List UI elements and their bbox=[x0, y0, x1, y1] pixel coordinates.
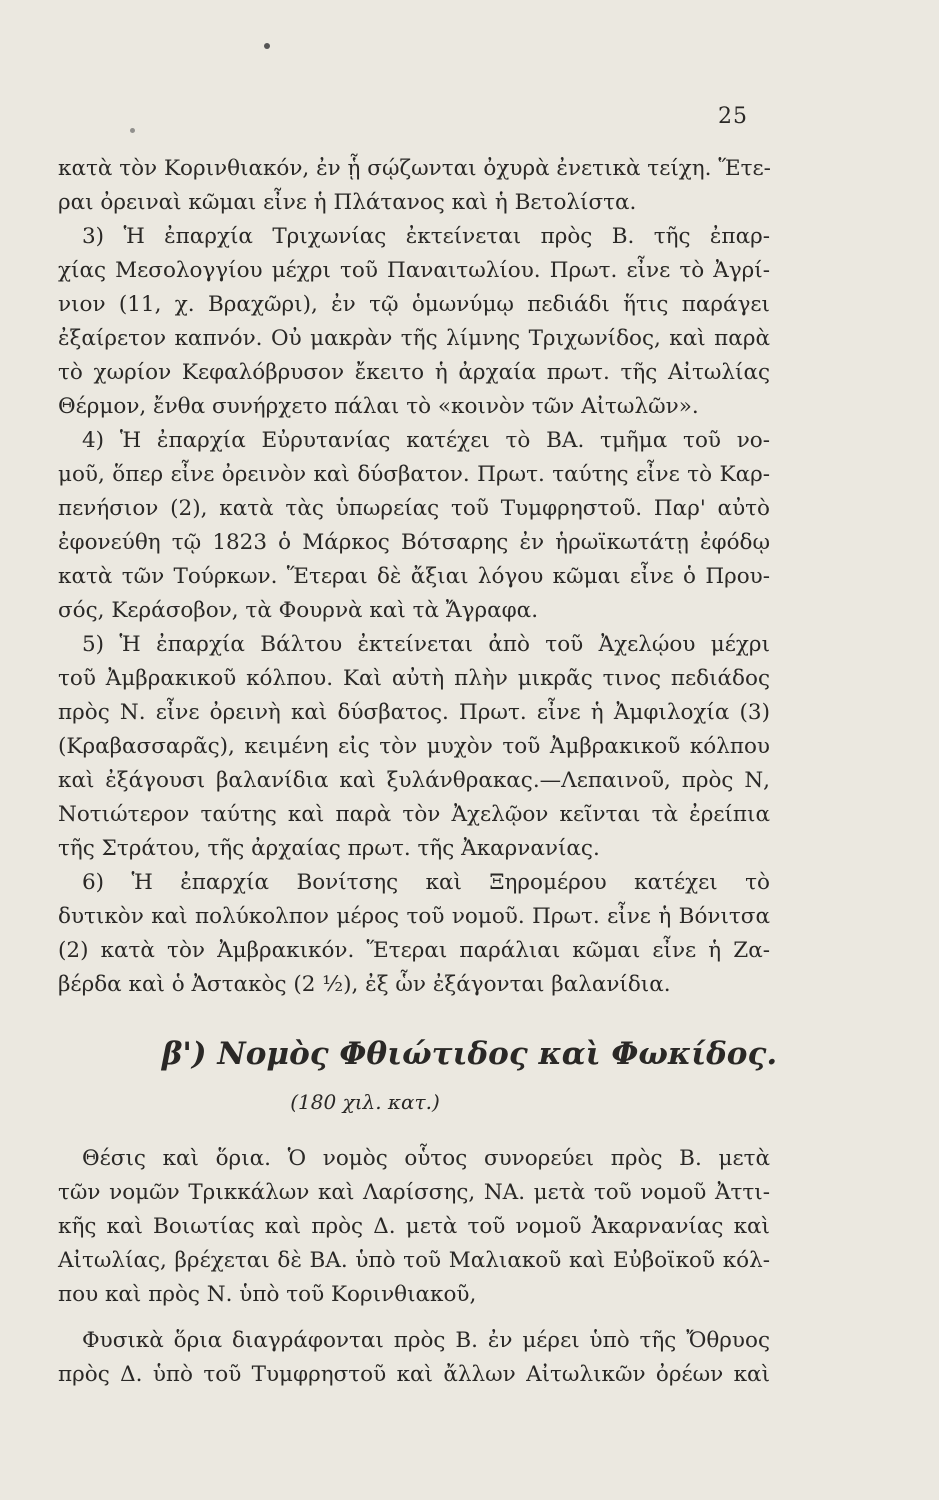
text-line: (Κραβασσαρᾶς), κειμένη εἰς τὸν μυχὸν τοῦ Ἀμβρακικοῦ κόλπου bbox=[58, 734, 770, 759]
section-heading: β') Νομὸς Φθιώτιδος καὶ Φωκίδος. bbox=[161, 1036, 778, 1072]
ink-spot bbox=[130, 128, 135, 133]
text-line: Αἰτωλίας, βρέχεται δὲ ΒΑ. ὑπὸ τοῦ Μαλιακοῦ καὶ Εὐβοϊκοῦ κόλ- bbox=[58, 1248, 770, 1273]
text-line: (2) κατὰ τὸν Ἀμβρακικόν. Ἕτεραι παράλιαι κῶμαι εἶνε ἡ Ζα- bbox=[58, 938, 770, 963]
text-line: καὶ ἐξάγουσι βαλανίδια καὶ ξυλάνθρακας.—Λεπαινοῦ, πρὸς Ν, bbox=[58, 768, 770, 793]
text-line: κατὰ τῶν Τούρκων. Ἕτεραι δὲ ἄξιαι λόγου κῶμαι εἶνε ὁ Πρου- bbox=[58, 564, 770, 589]
text-line: δυτικὸν καὶ πολύκολπον μέρος τοῦ νομοῦ. Πρωτ. εἶνε ἡ Βόνιτσα bbox=[58, 904, 770, 929]
page-number: 25 bbox=[718, 104, 748, 129]
text-line: 5) Ἡ ἐπαρχία Βάλτου ἐκτείνεται ἀπὸ τοῦ Ἀχελῴου μέχρι bbox=[82, 632, 770, 657]
text-line: σός, Κεράσοβον, τὰ Φουρνὰ καὶ τὰ Ἄγραφα. bbox=[58, 598, 539, 623]
text-line: ραι ὀρειναὶ κῶμαι εἶνε ἡ Πλάτανος καὶ ἡ Βετολίστα. bbox=[58, 190, 637, 215]
text-line: πενήσιον (2), κατὰ τὰς ὑπωρείας τοῦ Τυμφρηστοῦ. Παρ' αὐτὸ bbox=[58, 496, 770, 521]
text-line: Νοτιώτερον ταύτης καὶ παρὰ τὸν Ἀχελῷον κεῖνται τὰ ἐρείπια bbox=[58, 802, 770, 827]
text-line: κῆς καὶ Βοιωτίας καὶ πρὸς Δ. μετὰ τοῦ νομοῦ Ἀκαρνανίας καὶ bbox=[58, 1214, 770, 1239]
ink-spot bbox=[264, 43, 270, 49]
text-line: τῆς Στράτου, τῆς ἀρχαίας πρωτ. τῆς Ἀκαρνανίας. bbox=[58, 836, 600, 861]
text-line: 6) Ἡ ἐπαρχία Βονίτσης καὶ Ξηρομέρου κατέχει τὸ bbox=[82, 870, 770, 895]
area-note: (180 χιλ. κατ.) bbox=[290, 1090, 440, 1114]
text-line: Θέσις καὶ ὅρια. Ὁ νομὸς οὗτος συνορεύει πρὸς Β. μετὰ bbox=[82, 1146, 770, 1171]
text-line: νιον (11, χ. Βραχῶρι), ἐν τῷ ὁμωνύμῳ πεδιάδι ἥτις παράγει bbox=[58, 292, 770, 317]
text-line: πρὸς Δ. ὑπὸ τοῦ Τυμφρηστοῦ καὶ ἄλλων Αἰτωλικῶν ὀρέων καὶ bbox=[58, 1362, 770, 1387]
text-line: τοῦ Ἀμβρακικοῦ κόλπου. Καὶ αὐτὴ πλὴν μικρᾶς τινος πεδιάδος bbox=[58, 666, 770, 691]
text-line: χίας Μεσολογγίου μέχρι τοῦ Παναιτωλίου. Πρωτ. εἶνε τὸ Ἀγρί- bbox=[58, 258, 770, 283]
text-line: 3) Ἡ ἐπαρχία Τριχωνίας ἐκτείνεται πρὸς Β. τῆς ἐπαρ- bbox=[82, 224, 770, 249]
text-line: που καὶ πρὸς Ν. ὑπὸ τοῦ Κορινθιακοῦ, bbox=[58, 1282, 477, 1307]
text-line: ἐξαίρετον καπνόν. Οὐ μακρὰν τῆς λίμνης Τριχωνίδος, καὶ παρὰ bbox=[58, 326, 770, 351]
text-line: ἐφονεύθη τῷ 1823 ὁ Μάρκος Βότσαρης ἐν ἡρωϊκωτάτῃ ἐφόδῳ bbox=[58, 530, 770, 555]
text-line: μοῦ, ὅπερ εἶνε ὀρεινὸν καὶ δύσβατον. Πρωτ. ταύτης εἶνε τὸ Καρ- bbox=[58, 462, 770, 487]
text-line: Φυσικὰ ὅρια διαγράφονται πρὸς Β. ἐν μέρει ὑπὸ τῆς Ὄθρυος bbox=[82, 1328, 770, 1353]
text-line: βέρδα καὶ ὁ Ἀστακὸς (2 ½), ἐξ ὧν ἐξάγονται βαλανίδια. bbox=[58, 972, 671, 997]
text-line: 4) Ἡ ἐπαρχία Εὐρυτανίας κατέχει τὸ ΒΑ. τμῆμα τοῦ νο- bbox=[82, 428, 770, 453]
text-line: κατὰ τὸν Κορινθιακόν, ἐν ᾗ σῴζωνται ὀχυρὰ ἐνετικὰ τείχη. Ἕτε- bbox=[58, 156, 771, 181]
text-line: Θέρμον, ἔνθα συνήρχετο πάλαι τὸ «κοινὸν τῶν Αἰτωλῶν». bbox=[58, 394, 699, 419]
text-line: τὸ χωρίον Κεφαλόβρυσον ἔκειτο ἡ ἀρχαία πρωτ. τῆς Αἰτωλίας bbox=[58, 360, 770, 385]
text-line: πρὸς Ν. εἶνε ὀρεινὴ καὶ δύσβατος. Πρωτ. εἶνε ἡ Ἀμφιλοχία (3) bbox=[58, 700, 770, 725]
text-line: τῶν νομῶν Τρικκάλων καὶ Λαρίσσης, ΝΑ. μετὰ τοῦ νομοῦ Ἀττι- bbox=[58, 1180, 770, 1205]
